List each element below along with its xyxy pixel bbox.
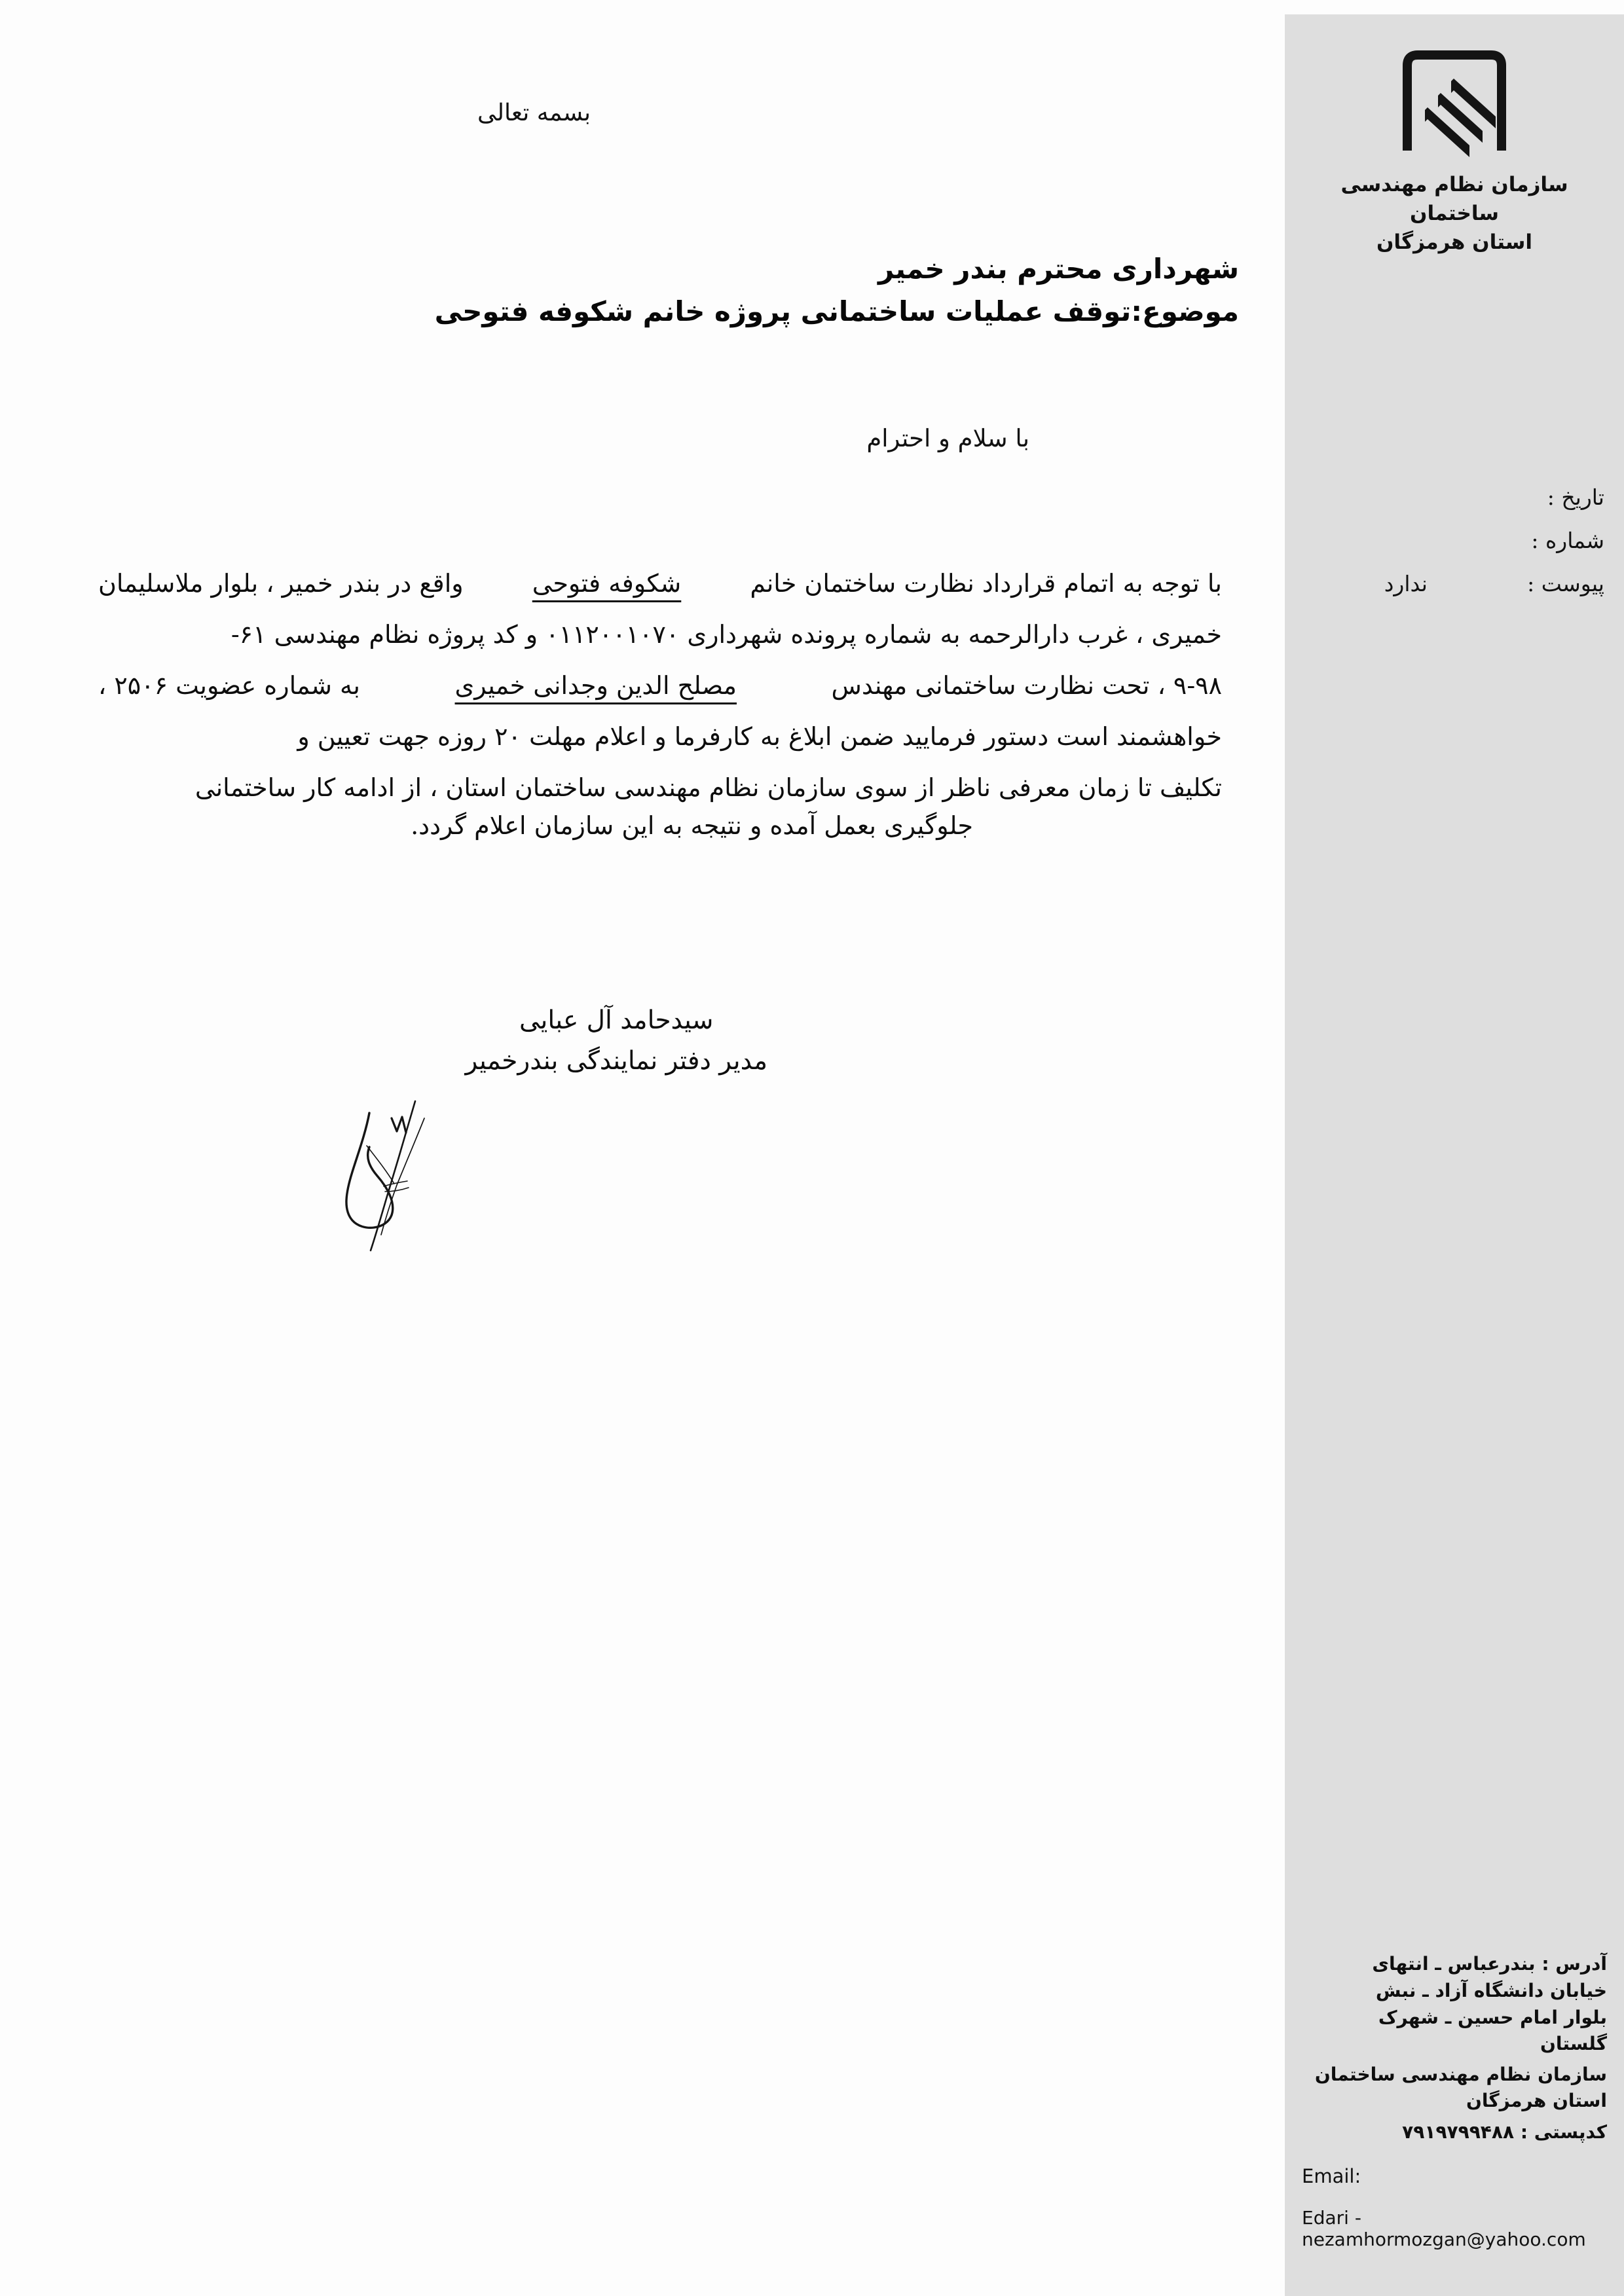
signatory-name: سیدحامد آل عبایی — [519, 1006, 714, 1035]
underlined-term: مصلح الدین وجدانی خمیری — [454, 671, 737, 700]
body-text-segment: تکلیف تا زمان معرفی ناظر از سوی سازمان نظام مهندسی ساختمان استان ، از ادامه کار ساختمانی — [194, 773, 1222, 802]
body-text-segment: جلوگیری بعمل آمده و نتیجه به این سازمان اعلام گردد. — [411, 811, 973, 840]
body-text-segment: خمیری ، غرب دارالرحمه به شماره پرونده شهرداری ۰۱۱۲۰۰۱۰۷۰ و کد پروژه نظام مهندسی ۶۱- — [231, 620, 1222, 649]
organization-identity — [1285, 41, 1624, 257]
signatory-title: مدیر دفتر نمایندگی بندرخمیر — [465, 1046, 767, 1076]
organization-name-line-1: سازمان نظام مهندسی ساختمان — [1340, 173, 1568, 226]
basmala-invocation: بسمه تعالی — [477, 100, 591, 126]
building-logo-icon — [1386, 41, 1523, 158]
body-line — [98, 711, 1222, 762]
body-line — [98, 660, 1222, 711]
signature-block — [465, 1000, 767, 1082]
footer-org-line-1: سازمان نظام مهندسی ساختمان — [1314, 2063, 1607, 2085]
body-text-segment: خواهشمند است دستور فرمایید ضمن ابلاغ به کارفرما و اعلام مهلت ۲۰ روزه جهت تعیین و — [297, 722, 1222, 751]
footer-organization — [1302, 2062, 1607, 2115]
address-line-3: بلوار امام حسین ـ شهرک — [1378, 2006, 1607, 2028]
recipient-addressee: شهرداری محترم بندر خمیر — [877, 253, 1239, 285]
attachment-label: پیوست : — [1527, 571, 1604, 596]
address-line-4: گلستان — [1540, 2033, 1607, 2055]
meta-row-date — [1304, 484, 1604, 513]
address-line-1: آدرس : بندرعباس ـ انتهای — [1372, 1953, 1607, 1975]
letter-body — [98, 558, 1222, 864]
address-line-2: خیابان دانشگاه آزاد ـ نبش — [1375, 1980, 1607, 2002]
body-line — [98, 609, 1222, 660]
email-address[interactable]: Edari - nezamhormozgan@yahoo.com — [1302, 2207, 1586, 2250]
footer-address — [1302, 1951, 1607, 2057]
body-text-segment: با توجه به اتمام قرارداد نظارت ساختمان خانم — [750, 569, 1222, 598]
postal-code: کدپستی : ۷۹۱۹۷۹۹۴۸۸ — [1402, 2121, 1607, 2143]
underlined-term: شکوفه فتوحی — [532, 569, 682, 598]
email-label: Email: — [1302, 2165, 1361, 2187]
number-label: شماره : — [1531, 528, 1604, 553]
greeting-line: با سلام و احترام — [866, 424, 1029, 452]
body-text-segment: ۹-۹۸ ، تحت نظارت ساختمانی مهندس — [831, 671, 1222, 700]
body-line — [98, 558, 1222, 609]
meta-row-number — [1304, 528, 1604, 556]
meta-row-attachment — [1304, 571, 1604, 600]
letterhead-footer — [1302, 1951, 1607, 2296]
body-line — [98, 813, 1222, 864]
footer-org-line-2: استان هرمزگان — [1466, 2090, 1607, 2112]
organization-name-line-2: استان هرمزگان — [1376, 230, 1533, 255]
recipient-heading — [435, 247, 1239, 333]
date-label: تاریخ : — [1547, 484, 1604, 510]
body-text-segment: به شماره عضویت ۲۵۰۶ ، — [98, 671, 360, 700]
handwritten-signature-icon — [329, 1095, 453, 1261]
letterhead-sidebar — [1285, 14, 1624, 2296]
recipient-subject: موضوع:توقف عملیات ساختمانی پروژه خانم شکوفه فتوحی — [434, 295, 1239, 328]
body-text-segment: واقع در بندر خمیر ، بلوار ملاسلیمان — [98, 569, 464, 598]
attachment-value[interactable]: ندارد — [1384, 571, 1428, 596]
body-line — [98, 762, 1222, 813]
letter-meta-fields — [1304, 484, 1604, 614]
